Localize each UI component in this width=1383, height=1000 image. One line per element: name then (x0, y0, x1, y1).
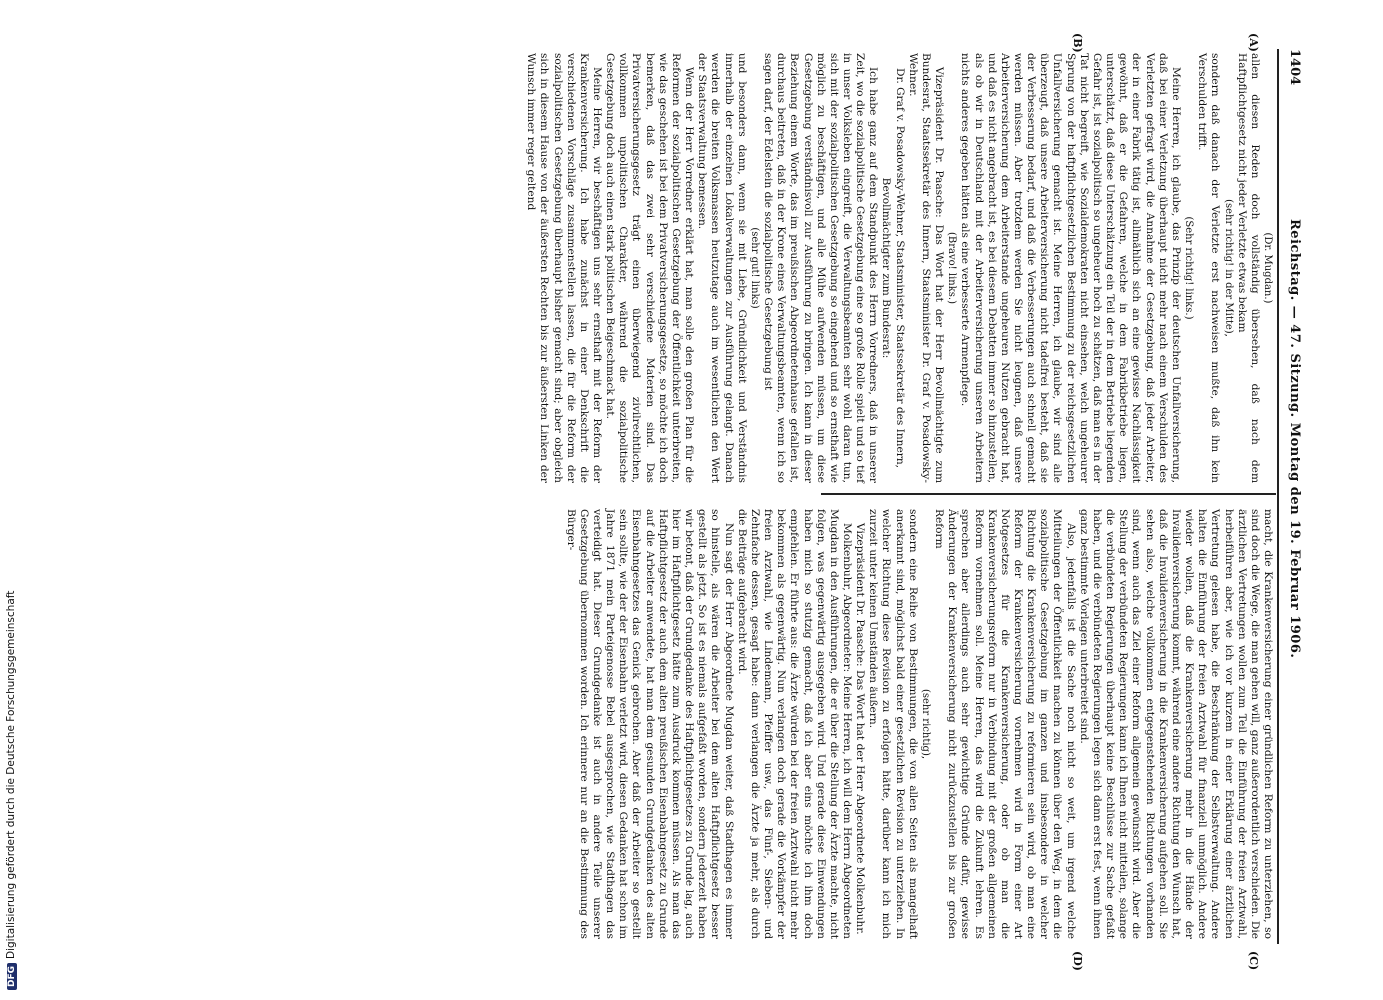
dfg-logo: DFG (7, 963, 17, 990)
rotated-document-page (106, 31, 1326, 971)
interjection: (Bravo! links.) (946, 232, 958, 304)
left-column (525, 53, 1274, 483)
paragraph: Vizepräsident Dr. Paasche: Das Wort hat der Herr Abgeordnete Molkenbuhr. (854, 523, 867, 935)
speaker-line: Dr. Graf v. Posadowsky-Wehner, Staatsminister, Staatssekretär des Innern, Bevollmächtigter zum Bundesrat: (880, 67, 906, 469)
paragraph: Molkenbuhr, Abgeordneter: Meine Herren, ich will dem Herrn Abgeordneten Mugdan in den Ausführungen, die er über die Stellung der Ärzte machte, nicht folgen, was gegenwärtig ausgegeben wird. Und gerade diese Einwendungen haben mich so stutzig gemacht, daß ich aber eins möchte ich ihm doch empfehlen. Er führte aus: die Ärzte würden bei der freien Arztwahl nicht mehr bekommen als gegenwärtig. Nun verlangen doch gerade die Vorkämpfer der freien Arztwahl, wie Lindemann, Pfeiffer usw., das Fünf-, Sieben- und Zehnfache dessen, gesagt habe: dann verlangen die Ärzte ja mehr, als durch die Beiträge aufgebracht wird. (735, 509, 853, 939)
paragraph: sondern daß danach der Verletzte erst nachweisen mußte, daß ihn kein Verschulden trifft. (1196, 53, 1222, 483)
paragraph: Also, jedenfalls ist die Sache noch nicht so weit, um irgend welche Mitteilungen der Öffentlichkeit machen zu können über den Weg, in dem die sozialpolitische Gesetzgebung im ganzen und insbesondere in welcher Richtung die Krankenversicherung zu reformieren sein wird, ob man eine Reform der Krankenversicherung vornehmen wird in Form einer Art Notgesetzes für die Krankenversicherung, oder ob man die Krankenversicherungsreform nur in Verbindung mit der großen allgemeinen Reform vornehmen soll. Meine Herren, das wird die Zukunft lehren. Es sprechen aber allerdings auch sehr gewichtige Gründe dafür, gewisse Änderungen der Krankenversicherung nicht zurückzustellen bis zur großen Reform (933, 509, 1077, 939)
header-rule (1277, 49, 1279, 944)
paragraph: Wenn der Herr Vorredner erklärt hat, man solle den großen Plan für die Reformen der sozialpolitischen Gesetzgebung der Öffentlichkeit unterbreiten, wie das geschehen ist bei dem Privatversicherungsgesetze, so möchte ich doch bemerken, daß das zwei sehr verschiedene Materien sind. Das Privatversicherungsgesetz trägt einen überwiegend zivilrechtlichen, vollkommen unpolitischen Charakter, während die sozialpolitische Gesetzgebung doch auch einen stark politischen Beigeschmack hat. (604, 53, 696, 483)
paragraph: allen diesen Reden doch vollständig übersehen, daß nach dem Haftpflichtgesetz nicht jeder Verletzte etwas bekam (1235, 53, 1261, 483)
interjection: (Sehr richtig! links.) (1183, 216, 1195, 320)
paragraph: Nun sagt der Herr Abgeordnete Mugdan weiter, daß Stadthagen es immer so hinstelle, als wären die Arbeiter bei dem alten Haftpflichtgesetz besser gestellt als jetzt. So ist es niemals aufgefaßt worden, sondern jederzeit haben wir betont, daß der Grundgedanke des Haftpflichtgesetzes zu Grunde lag, auch hier im Haftpflichtgesetz hätte zum Ausdruck kommen müssen. Als man das Haftpflichtgesetz der auch dem alten preußischen Eisenbahngesetz zu Grunde auf die Arbeiter anwendete, hat man dem gesunden Grundgedanken des alten Eisenbahngesetzes das Genick gebrochen. Aber daß der Arbeiter so gestellt sein sollte, wie der der Eisenbahn verletzt wird, diesen Gedanken hat schon im Jahre 1871 mein Parteigenosse Bebel ausgesprochen, wie Stadthagen das verteidigt hat. Dieser Grundgedanke ist auch in andere Teile unserer Gesetzgebung übernommen worden. Ich erinnere nur an die Bestimmung des Bürger- (564, 509, 735, 939)
paragraph: macht, die Krankenversicherung einer gründlichen Reform zu unterziehen, so sind doch die Wege, die man gehen will, ganz außerordentlich verschieden. Die ärztlichen Vertretungen wollen zum Teil die Einführung der freien Arztwahl, herbeiführen aber, wie ich vor kurzem in einer Erklärung einer ärztlichen Vertretung gelesen habe, die Beschränkung der Selbstverwaltung. Andere halten die Einführung der freien Arztwahl für finanziell unmöglich. Andere wieder wollen, daß die Krankenversicherung mehr in die Hände der Invalidenversicherung kommt, während eine andere Richtung den Wunsch hat, daß die Invalidenversicherung in die Krankenversicherung aufgehen soll. Sie sehen also, welche vollkommen entgegenstehenden Richtungen vorhanden sind, wenn auch das Ziel einer Reform allgemein gewünscht wird. Aber die Stellung der verbündeten Regierungen kann ich Ihnen nicht mitteilen, solange die verbündeten Regierungen überhaupt keine Beschlüsse zur Sache gefaßt haben, und die verbündeten Regierungen legen sich dann erst fest, wenn ihnen ganz bestimmte Vorlagen unterbreitet sind. (1077, 509, 1274, 939)
paragraph: sondern eine Reihe von Bestimmungen, die von allen Seiten als mangelhaft anerkannt sind, möglichst bald einer gesetzlichen Revision zu unterziehen. In welcher Richtung diese Revision zu erfolgen hätte, darüber kann ich mich zurzeit unter keinen Umständen äußern. (867, 509, 919, 939)
page-title: Reichstag. — 47. Sitzung. Montag den 19. Februar 1906. (1287, 219, 1302, 659)
interjection: (sehr gut! links) (748, 227, 760, 309)
digitization-credit (5, 591, 17, 990)
margin-marker-a: (A) (1247, 33, 1260, 52)
column-divider (821, 493, 1276, 495)
margin-marker-d: (D) (1071, 951, 1084, 971)
margin-marker-b: (B) (1071, 33, 1084, 53)
margin-marker-c: (C) (1247, 951, 1260, 971)
speaker-reference: (Dr. Mugdan.) (1262, 232, 1273, 304)
paragraph: Ich habe ganz auf dem Standpunkt des Herrn Vorredners, daß in unserer Zeit, wo die sozialpolitische Gesetzgebung eine so große Rolle spielt und so tief in unser Volksleben eingreift, die Verwaltungsbeamten sehr wohl daran tun, sich mit der sozialpolitischen Gesetzgebung so eingehend und so ernsthaft wie möglich zu beschäftigen, und alle Mühe aufwenden müssen, um diese Gesetzgebung verständnisvoll zur Ausführung zu bringen. Ich kann in dieser Beziehung einem Worte, das im preußischen Abgeordnetenhause gefallen ist, durchaus beitreten, daß in der Krone eines Verwaltungsbeamten, wenn ich so sagen darf, der Edelstein die sozialpolitische Gesetzgebung ist (762, 53, 880, 483)
right-column (564, 509, 1274, 939)
page-header (1280, 49, 1302, 949)
paragraph: Meine Herren, ich glaube, das Prinzip der deutschen Unfallversicherung, daß bei einer Verletzung überhaupt nicht mehr nach einem Verschulden des Verletzten gefragt wird, die Annahme der Gesetzgebung, daß jeder Arbeiter, der in einer Fabrik tätig ist, allmählich sich an eine gewisse Nachlässigkeit gewöhnt, daß er die Gefahren, welche in dem Fabrikbetriebe liegen, unterschätzt, daß diese Unterschätzung ein Teil der in dem Betriebe liegenden Gefahr ist, ist sozialpolitisch so ungeheuer hoch zu schätzen, daß man es in der Tat nicht begreift, wie Sozialdemokraten nicht einsehen, welch ungeheurer Sprung von der haftpflichtgesetzlichen Bestimmung zu der reichsgesetzlichen Unfallversicherung gemacht ist. Meine Herren, ich glaube, wir sind alle überzeugt, daß unsere Arbeiterversicherung nicht tadelfrei besteht, daß sie der Verbesserung bedarf, und daß die Verbesserungen auch schnell gemacht werden müssen. Aber trotzdem werden Sie nicht leugnen, daß unsere Arbeiterversicherung dem Arbeiterstande ungeheuren Nutzen gebracht hat, und daß es nicht angebracht ist, es bei diesem Debatten immer so hinzustellen, als ob wir in Deutschland mit der Arbeiterversicherung unseren Arbeitern nichts anderes gegeben hätten als eine verbesserte Armenpflege. (959, 53, 1182, 483)
interjection: (sehr richtig), (919, 688, 931, 760)
paragraph: Meine Herren, wir beschäftigen uns sehr ernsthaft mit der Reform der Krankenversicherung. Ich habe zunächst in einer Denkschrift die verschiedenen Vorschläge zusammenstellen lassen, die für die Reform der sozialpolitischen Gesetzgebung überhaupt bisher gemacht sind; aber obgleich sich in diesem Hause von der äußersten Rechten bis zur äußersten Linken der Wunsch immer reger geltend (525, 53, 604, 483)
paragraph: Vizepräsident Dr. Paasche: Das Wort hat der Herr Bevollmächtigte zum Bundesrat, Staatssekretär des Innern, Staatsminister Dr. Graf v. Posadowsky-Wehner. (906, 53, 946, 483)
paragraph: und besonders dann, wenn sie mit Liebe, Gründlichkeit und Verständnis innerhalb der einzelnen Lokalverwaltungen zur Ausführung gelangt. Danach werden die breiten Volksmassen heutzutage auch im wesentlichen den Wert der Staatsverwaltung bemessen. (696, 53, 748, 483)
page-number: 1404 (1287, 49, 1302, 86)
credit-text: Digitalisierung gefördert durch die Deutsche Forschungsgemeinschaft (5, 590, 17, 959)
interjection: (sehr richtig! in der Mitte), (1222, 199, 1234, 337)
